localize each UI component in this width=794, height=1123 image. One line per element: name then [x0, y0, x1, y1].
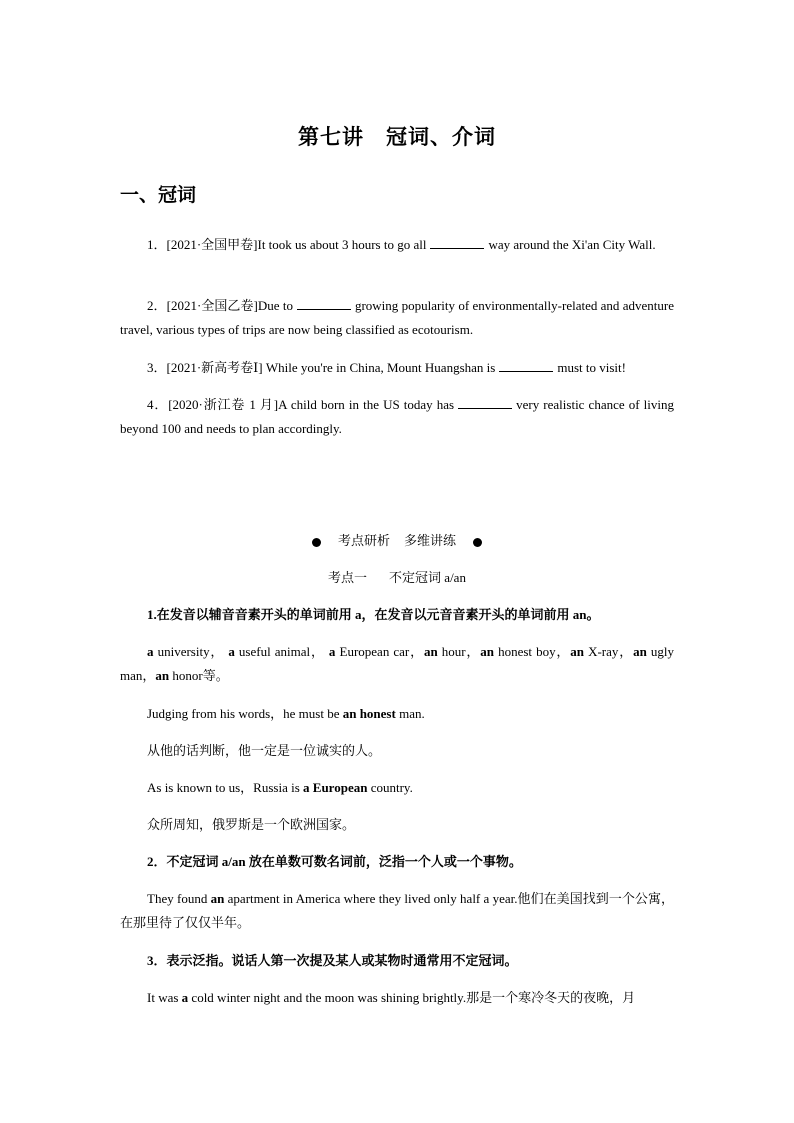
question-1 [120, 233, 674, 257]
section-heading: 一、冠词 [120, 185, 197, 206]
article: an [633, 644, 647, 659]
article: a [228, 644, 235, 659]
kaodian-heading [0, 567, 794, 586]
banner-left: 考点研析 [337, 533, 390, 548]
kaodian-topic: 不定冠词 a/an [389, 570, 466, 585]
answer-blank[interactable] [297, 296, 351, 310]
example-sentence-2: As is known to us，Russia is a European country. [147, 780, 413, 795]
article: a [147, 644, 154, 659]
example-sentence-4: It was a cold winter night and the moon was shining brightly.那是一个寒冷冬天的夜晚，月 [147, 990, 636, 1005]
article: an [480, 644, 494, 659]
example-word: honor等。 [169, 668, 229, 683]
example-word: X-ray， [584, 644, 634, 659]
question-text: growing popularity of environmentally-related and adventure travel, various types of trips are now being classified as ecotourism. [120, 298, 674, 337]
example-sentence-1: Judging from his words，he must be an honest man. [147, 706, 425, 721]
question-2 [120, 294, 674, 342]
example-word: honest boy， [493, 644, 571, 659]
question-text: way around the Xi'an City Wall. [488, 237, 656, 252]
example-word: university， [153, 644, 225, 659]
question-text: must to visit! [557, 360, 626, 375]
bullet-icon [312, 538, 321, 547]
question-text: 2．[2021·全国乙卷]Due to [147, 298, 293, 313]
answer-blank[interactable] [430, 235, 484, 249]
question-text: 1．[2021·全国甲卷]It took us about 3 hours to go all [147, 237, 427, 252]
answer-blank[interactable] [458, 395, 512, 409]
example-sentence-3: They found an apartment in America where they lived only half a year.他们在美国找到一个公寓，在那里待了仅仅半年。 [120, 891, 674, 930]
article: an [570, 644, 584, 659]
page-title: 第七讲 冠词、介词 [298, 125, 496, 149]
answer-blank[interactable] [499, 358, 553, 372]
question-text: very realistic chance of living beyond 100 and needs to plan accordingly. [120, 397, 674, 436]
example-word: ugly man， [120, 644, 675, 683]
bullet-icon [473, 538, 482, 547]
example-word: useful animal， [234, 644, 325, 659]
example-translation-1: 从他的话判断，他一定是一位诚实的人。 [147, 743, 382, 758]
question-4 [120, 393, 674, 441]
article: a [328, 644, 336, 659]
article: an [155, 668, 170, 683]
rule-3: 3．表示泛指。说话人第一次提及某人或某物时通常用不定冠词。 [147, 953, 518, 968]
rule-2: 2．不定冠词 a/an 放在单数可数名词前，泛指一个人或一个事物。 [147, 854, 522, 869]
example-list [120, 640, 674, 688]
example-word: hour， [437, 644, 481, 659]
example-word: European car， [335, 644, 424, 659]
banner-right: 多维讲练 [404, 533, 457, 548]
question-text: 3．[2021·新高考卷Ⅰ] While you're in China, Mount Huangshan is [147, 360, 496, 375]
question-3 [120, 356, 674, 380]
section-banner [0, 530, 794, 549]
question-text: 4．[2020·浙江卷 1 月]A child born in the US today has [147, 397, 455, 412]
kaodian-label: 考点一 [328, 570, 368, 585]
rule-1: 1.在发音以辅音音素开头的单词前用 a，在发音以元音音素开头的单词前用 an。 [147, 607, 600, 622]
article: an [423, 644, 438, 659]
example-translation-2: 众所周知，俄罗斯是一个欧洲国家。 [147, 817, 356, 832]
